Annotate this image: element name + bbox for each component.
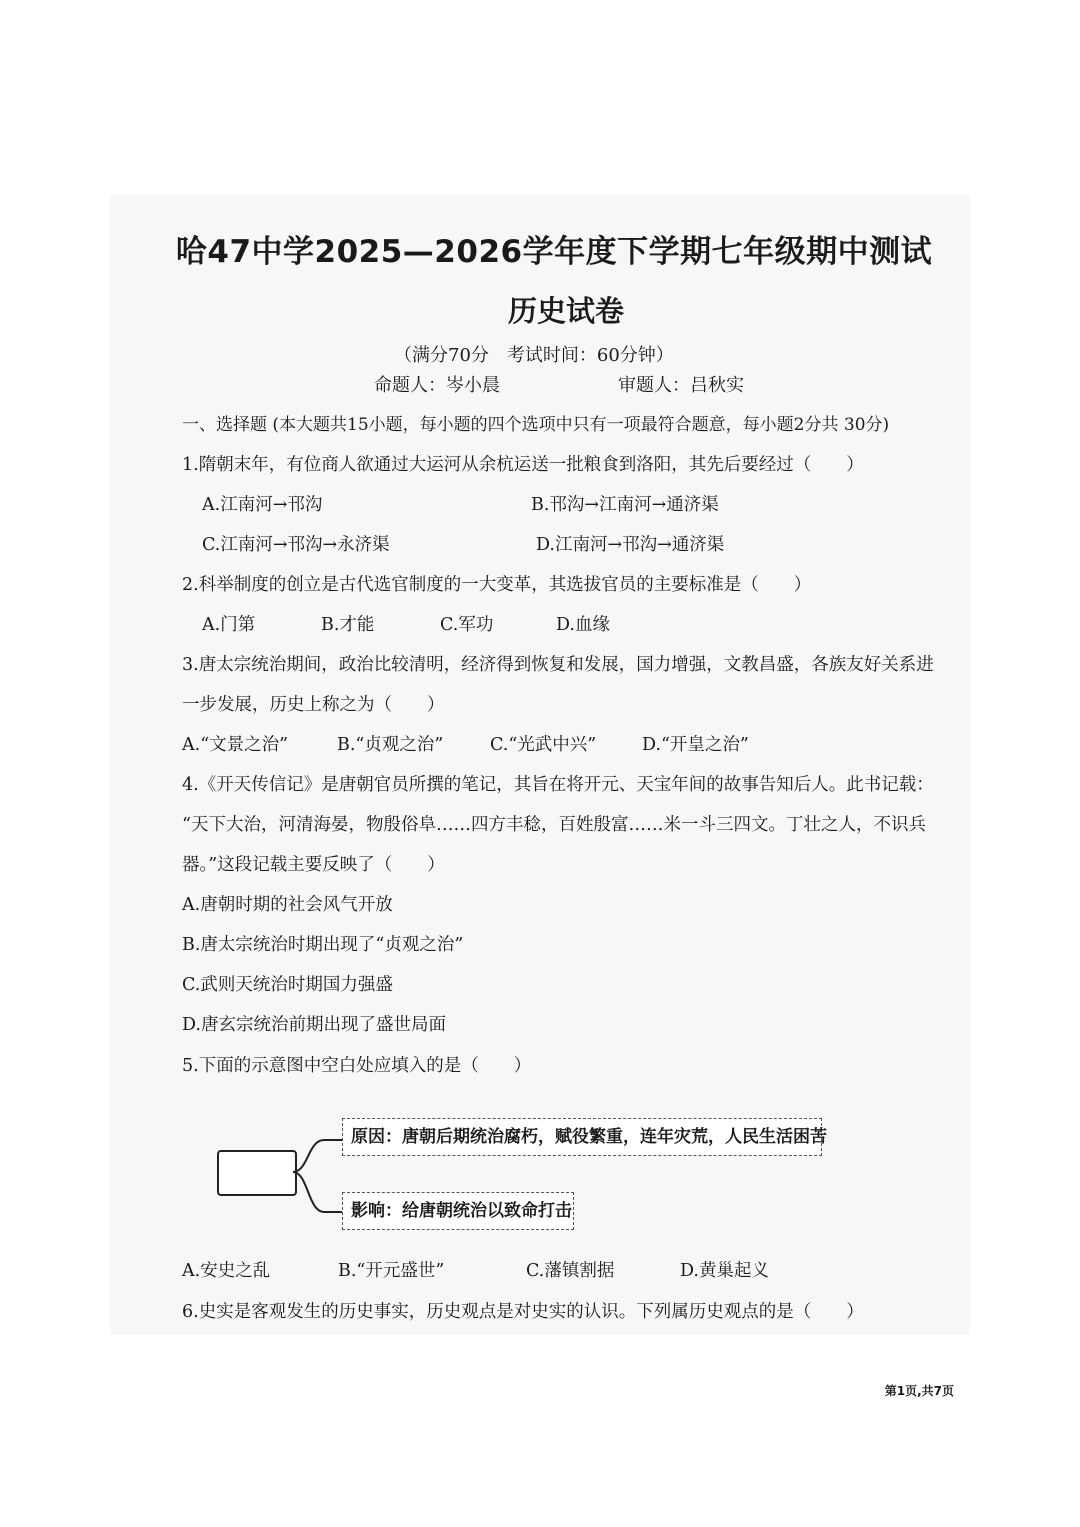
section-heading: 一、选择题 (本大题共15小题，每小题的四个选项中只有一项最符合题意，每小题2分共 30分) [182,415,890,435]
question-4-line-3: 器。”这段记载主要反映了（ ） [182,855,445,875]
q3-option-b: B.“贞观之治” [337,735,444,755]
exam-title: 哈47中学2025—2026学年度下学期七年级期中测试 [175,234,933,270]
diagram-effect-box: 影响：给唐朝统治以致命打击 [342,1192,574,1230]
diagram-cause-box: 原因：唐朝后期统治腐朽，赋役繁重，连年灾荒，人民生活困苦 [342,1118,822,1156]
q1-option-c: C.江南河→邗沟→永济渠 [202,535,390,555]
q5-option-b: B.“开元盛世” [338,1261,445,1281]
q5-option-d: D.黄巢起义 [680,1261,769,1281]
exam-subject: 历史试卷 [507,294,624,328]
q2-option-a: A.门第 [202,615,256,635]
q1-option-d: D.江南河→邗沟→通济渠 [536,535,725,555]
q2-option-c: C.军功 [440,615,494,635]
question-4-line-1: 4.《开天传信记》是唐朝官员所撰的笔记，其旨在将开元、天宝年间的故事告知后人。此书记载： [182,775,934,795]
question-3-line-2: 一步发展，历史上称之为（ ） [182,695,445,715]
reviewer: 审题人：吕秋实 [618,375,744,396]
page-number: 第1页,共7页 [884,1384,954,1398]
question-6: 6.史实是客观发生的历史事实，历史观点是对史实的认识。下列属历史观点的是（ ） [182,1302,864,1322]
q3-option-a: A.“文景之治” [182,735,289,755]
q5-option-c: C.藩镇割据 [526,1261,615,1281]
q1-option-a: A.江南河→邗沟 [202,495,323,515]
q1-option-b: B.邗沟→江南河→通济渠 [531,495,719,515]
score-time: （满分70分 考试时间：60分钟） [394,345,674,366]
q2-option-b: B.才能 [321,615,375,635]
question-2: 2.科举制度的创立是古代选官制度的一大变革，其选拔官员的主要标准是（ ） [182,575,812,595]
q3-option-c: C.“光武中兴” [490,735,597,755]
q4-option-b: B.唐太宗统治时期出现了“贞观之治” [182,935,464,955]
author: 命题人：岑小晨 [374,375,500,396]
q4-option-d: D.唐玄宗统治前期出现了盛世局面 [182,1015,446,1035]
question-5: 5.下面的示意图中空白处应填入的是（ ） [182,1056,532,1076]
question-3-line-1: 3.唐太宗统治期间，政治比较清明，经济得到恢复和发展，国力增强，文教昌盛，各族友好关系进 [182,655,934,675]
question-4-line-2: “天下大治，河清海晏，物殷俗阜……四方丰稔，百姓殷富……米一斗三四文。丁壮之人，不识兵 [182,815,926,835]
q2-option-d: D.血缘 [556,615,610,635]
diagram-blank-box [217,1150,297,1196]
question-1: 1.隋朝末年，有位商人欲通过大运河从余杭运送一批粮食到洛阳，其先后要经过（ ） [182,455,864,475]
q4-option-a: A.唐朝时期的社会风气开放 [182,895,393,915]
q5-option-a: A.安史之乱 [182,1261,271,1281]
q3-option-d: D.“开皇之治” [642,735,749,755]
q4-option-c: C.武则天统治时期国力强盛 [182,975,393,995]
